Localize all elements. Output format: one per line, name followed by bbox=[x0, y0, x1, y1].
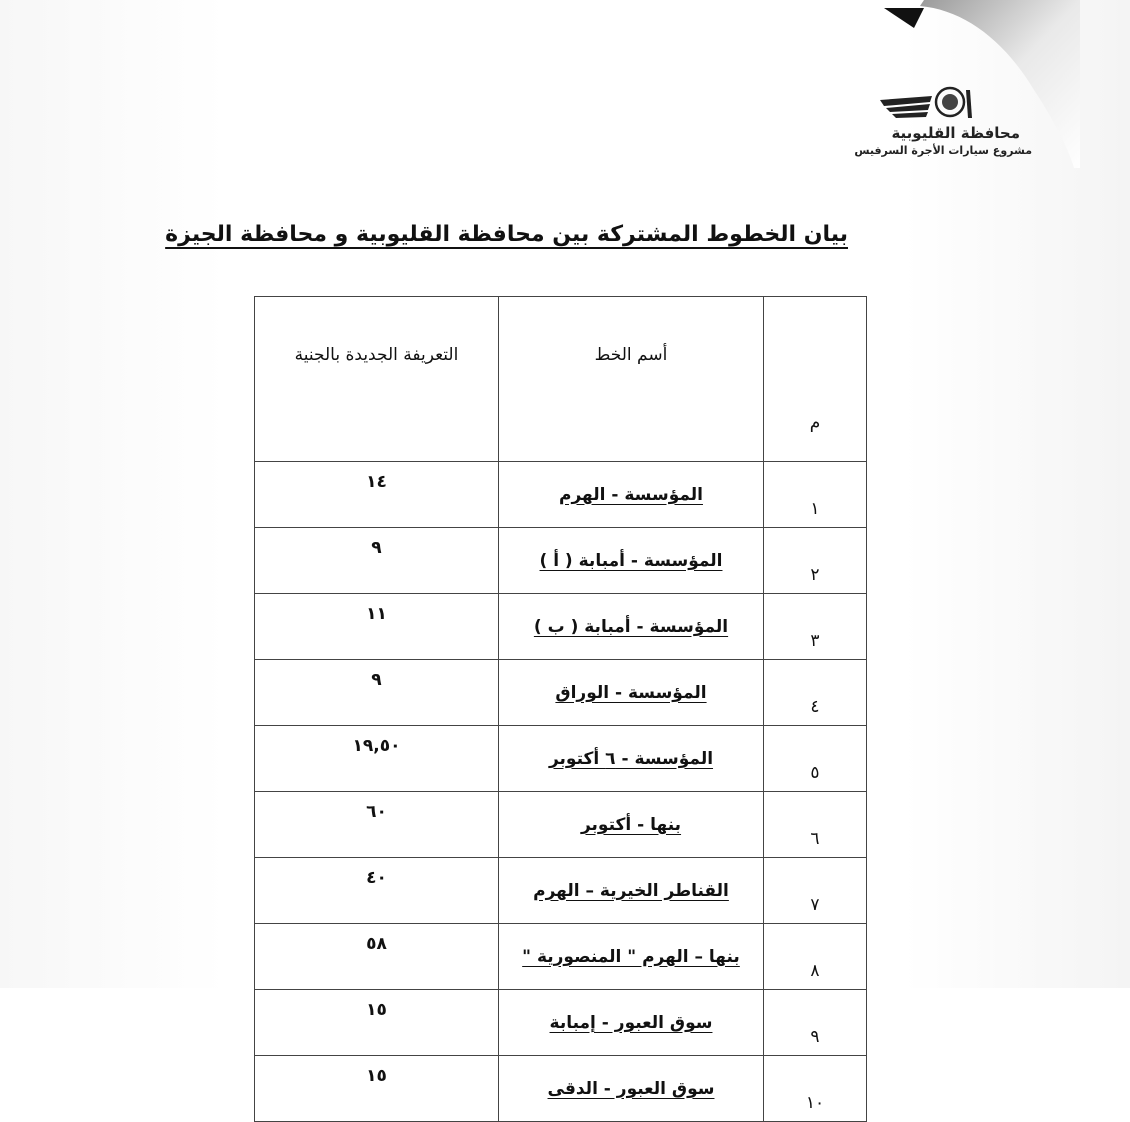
line-fare: ١١ bbox=[255, 594, 499, 660]
column-header-fare: التعريفة الجديدة بالجنية bbox=[255, 297, 499, 462]
table-row bbox=[255, 990, 867, 1056]
line-fare: ١٥ bbox=[255, 1056, 499, 1122]
row-index: ٩ bbox=[764, 990, 867, 1056]
row-index: ٢ bbox=[764, 528, 867, 594]
line-fare: ١٤ bbox=[255, 462, 499, 528]
line-fare: ١٩,٥٠ bbox=[255, 726, 499, 792]
line-name: القناطر الخيرية – الهرم bbox=[499, 858, 764, 924]
line-fare: ١٥ bbox=[255, 990, 499, 1056]
row-index: ٧ bbox=[764, 858, 867, 924]
line-name: سوق العبور - الدقى bbox=[499, 1056, 764, 1122]
governorate-logo bbox=[854, 80, 1060, 170]
row-index: ١٠ bbox=[764, 1056, 867, 1122]
table-row bbox=[255, 792, 867, 858]
row-index: ٨ bbox=[764, 924, 867, 990]
line-name: بنها – الهرم " المنصورية " bbox=[499, 924, 764, 990]
table-row bbox=[255, 462, 867, 528]
table-row bbox=[255, 726, 867, 792]
line-fare: ٤٠ bbox=[255, 858, 499, 924]
column-header-index: م bbox=[764, 297, 867, 462]
line-fare: ٥٨ bbox=[255, 924, 499, 990]
line-name: المؤسسة - أمبابة ( ب ) bbox=[499, 594, 764, 660]
row-index: ١ bbox=[764, 462, 867, 528]
line-name: المؤسسة - الهرم bbox=[499, 462, 764, 528]
table-row bbox=[255, 660, 867, 726]
table-header-row bbox=[255, 297, 867, 462]
row-index: ٤ bbox=[764, 660, 867, 726]
column-header-name: أسم الخط bbox=[499, 297, 764, 462]
table-row bbox=[255, 594, 867, 660]
table-row bbox=[255, 1056, 867, 1122]
table-row bbox=[255, 924, 867, 990]
wings-emblem-icon bbox=[880, 82, 1000, 122]
table-row bbox=[255, 858, 867, 924]
line-fare: ٦٠ bbox=[255, 792, 499, 858]
logo-subtitle: مشروع سيارات الأجرة السرفيس bbox=[854, 144, 1032, 157]
logo-title: محافظة القليوبية bbox=[891, 124, 1020, 142]
row-index: ٦ bbox=[764, 792, 867, 858]
line-fare: ٩ bbox=[255, 660, 499, 726]
table-row bbox=[255, 528, 867, 594]
page-title: بيان الخطوط المشتركة بين محافظة القليوبية و محافظة الجيزة bbox=[165, 222, 848, 247]
line-name: بنها - أكتوبر bbox=[499, 792, 764, 858]
line-name: سوق العبور - إمبابة bbox=[499, 990, 764, 1056]
line-fare: ٩ bbox=[255, 528, 499, 594]
row-index: ٥ bbox=[764, 726, 867, 792]
line-name: المؤسسة - الوراق bbox=[499, 660, 764, 726]
line-name: المؤسسة - أمبابة ( أ ) bbox=[499, 528, 764, 594]
shared-lines-table bbox=[254, 296, 867, 1122]
line-name: المؤسسة - ٦ أكتوبر bbox=[499, 726, 764, 792]
row-index: ٣ bbox=[764, 594, 867, 660]
